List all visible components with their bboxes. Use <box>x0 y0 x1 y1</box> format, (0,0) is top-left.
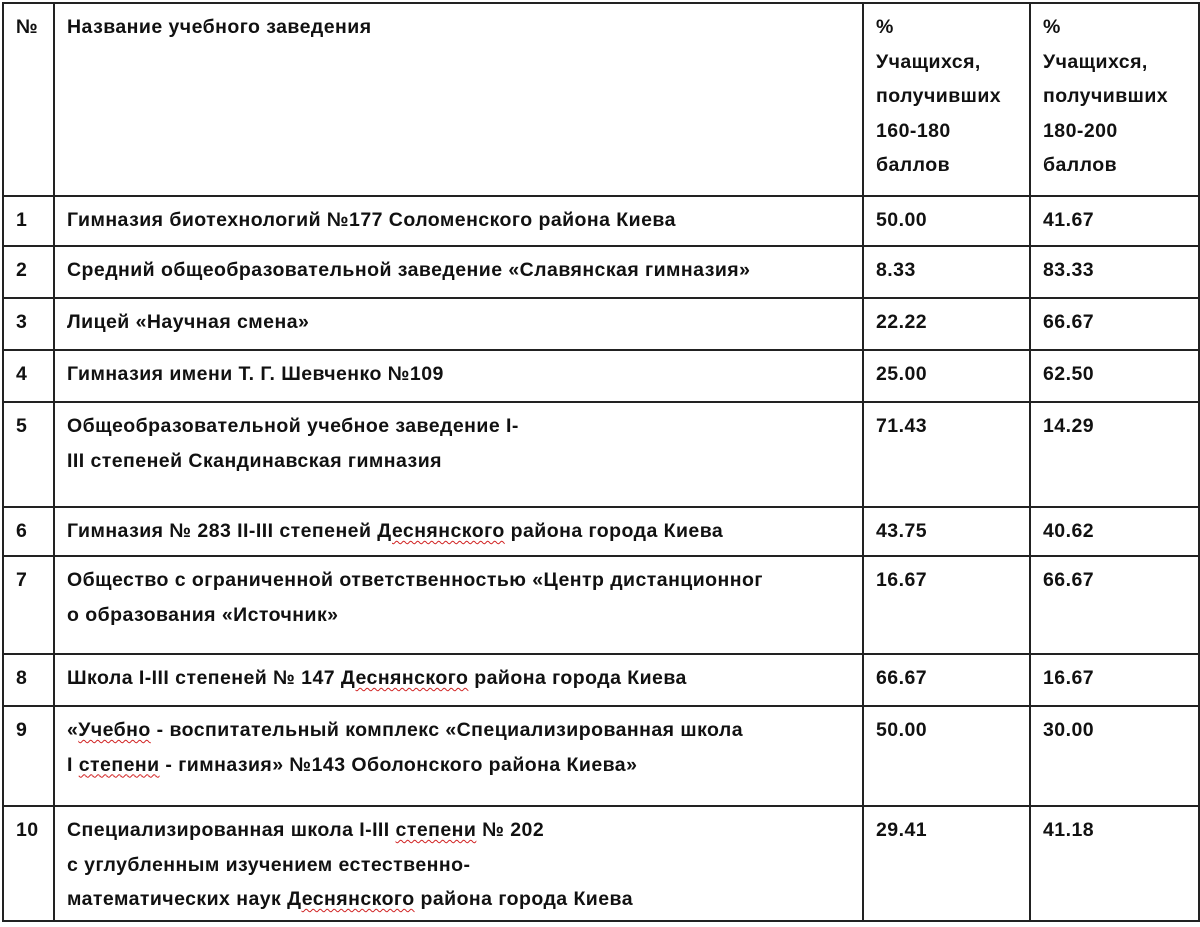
school-name <box>54 556 863 654</box>
spellcheck-underline: Деснянского <box>287 888 415 910</box>
school-name <box>54 507 863 556</box>
pct-180-200: 14.29 <box>1030 402 1199 507</box>
spellcheck-underline: Учебно <box>78 719 151 741</box>
header-col-160-180 <box>863 3 1030 196</box>
name-line: III степеней Скандинавская гимназия <box>67 449 442 472</box>
school-name <box>54 298 863 350</box>
header-line: % <box>876 16 894 38</box>
name-line: Общество с ограниченной ответственностью «Центр дистанционног <box>67 569 763 591</box>
table-row <box>3 196 1199 246</box>
pct-160-180: 29.41 <box>863 806 1030 921</box>
table-row <box>3 402 1199 507</box>
pct-160-180: 50.00 <box>863 706 1030 806</box>
row-num: 2 <box>3 246 54 298</box>
header-line: Учащихся, <box>1043 50 1148 73</box>
name-line: Средний общеобразовательной заведение «Славянская гимназия» <box>67 259 751 281</box>
name-line: Гимназия имени Т. Г. Шевченко №109 <box>67 363 444 385</box>
pct-180-200: 62.50 <box>1030 350 1199 402</box>
header-name: Название учебного заведения <box>54 3 863 196</box>
table-row <box>3 556 1199 654</box>
school-name <box>54 654 863 706</box>
pct-160-180: 16.67 <box>863 556 1030 654</box>
row-num: 5 <box>3 402 54 507</box>
spellcheck-underline: степени <box>78 753 160 776</box>
pct-180-200: 66.67 <box>1030 556 1199 654</box>
pct-160-180: 43.75 <box>863 507 1030 556</box>
table-row <box>3 350 1199 402</box>
school-name <box>54 706 863 806</box>
name-line: «Учебно - воспитательный комплекс «Специализированная школа <box>67 719 744 741</box>
pct-180-200: 16.67 <box>1030 654 1199 706</box>
school-name <box>54 196 863 246</box>
pct-160-180: 71.43 <box>863 402 1030 507</box>
pct-180-200: 83.33 <box>1030 246 1199 298</box>
header-line: баллов <box>876 154 951 176</box>
pct-180-200: 41.67 <box>1030 196 1199 246</box>
name-line: о образования «Источник» <box>67 603 339 626</box>
pct-180-200: 66.67 <box>1030 298 1199 350</box>
header-line: получивших <box>876 85 1002 107</box>
name-line: Школа I-III степеней № 147 Деснянского района города Киева <box>67 667 687 689</box>
header-line: % <box>1043 16 1061 38</box>
header-num: № <box>3 3 54 196</box>
header-line: получивших <box>1043 85 1169 107</box>
school-name <box>54 246 863 298</box>
row-num: 6 <box>3 507 54 556</box>
name-line: I степени - гимназия» №143 Оболонского района Киева» <box>67 753 638 776</box>
header-line: баллов <box>1043 154 1118 176</box>
row-num: 7 <box>3 556 54 654</box>
name-line: с углубленным изучением естественно- <box>67 853 471 876</box>
name-line: Гимназия биотехнологий №177 Соломенского района Киева <box>67 209 676 231</box>
table-row <box>3 806 1199 921</box>
spellcheck-underline: Деснянского <box>377 520 505 542</box>
name-line: Лицей «Научная смена» <box>67 311 310 333</box>
pct-160-180: 22.22 <box>863 298 1030 350</box>
table-row <box>3 654 1199 706</box>
pct-160-180: 8.33 <box>863 246 1030 298</box>
schools-table <box>2 2 1200 922</box>
table-row <box>3 246 1199 298</box>
table-row <box>3 706 1199 806</box>
header-line: Учащихся, <box>876 50 981 73</box>
table-row <box>3 507 1199 556</box>
header-col-180-200 <box>1030 3 1199 196</box>
spellcheck-underline: Деснянского <box>340 667 469 689</box>
pct-160-180: 66.67 <box>863 654 1030 706</box>
name-line: математических наук Деснянского района города Киева <box>67 888 634 910</box>
name-line: Специализированная школа I-III степени № 202 <box>67 819 545 841</box>
pct-180-200: 40.62 <box>1030 507 1199 556</box>
school-name <box>54 806 863 921</box>
table-row <box>3 298 1199 350</box>
name-line: Гимназия № 283 II-III степеней Деснянского района города Киева <box>67 520 724 542</box>
pct-180-200: 41.18 <box>1030 806 1199 921</box>
row-num: 1 <box>3 196 54 246</box>
pct-180-200: 30.00 <box>1030 706 1199 806</box>
header-line: 160-180 <box>876 119 951 142</box>
pct-160-180: 50.00 <box>863 196 1030 246</box>
school-name <box>54 350 863 402</box>
header-row <box>3 3 1199 196</box>
pct-160-180: 25.00 <box>863 350 1030 402</box>
header-line: 180-200 <box>1043 119 1118 142</box>
spellcheck-underline: степени <box>395 819 477 841</box>
row-num: 8 <box>3 654 54 706</box>
row-num: 3 <box>3 298 54 350</box>
school-name <box>54 402 863 507</box>
row-num: 4 <box>3 350 54 402</box>
row-num: 9 <box>3 706 54 806</box>
name-line: Общеобразовательной учебное заведение I- <box>67 415 519 437</box>
row-num: 10 <box>3 806 54 921</box>
